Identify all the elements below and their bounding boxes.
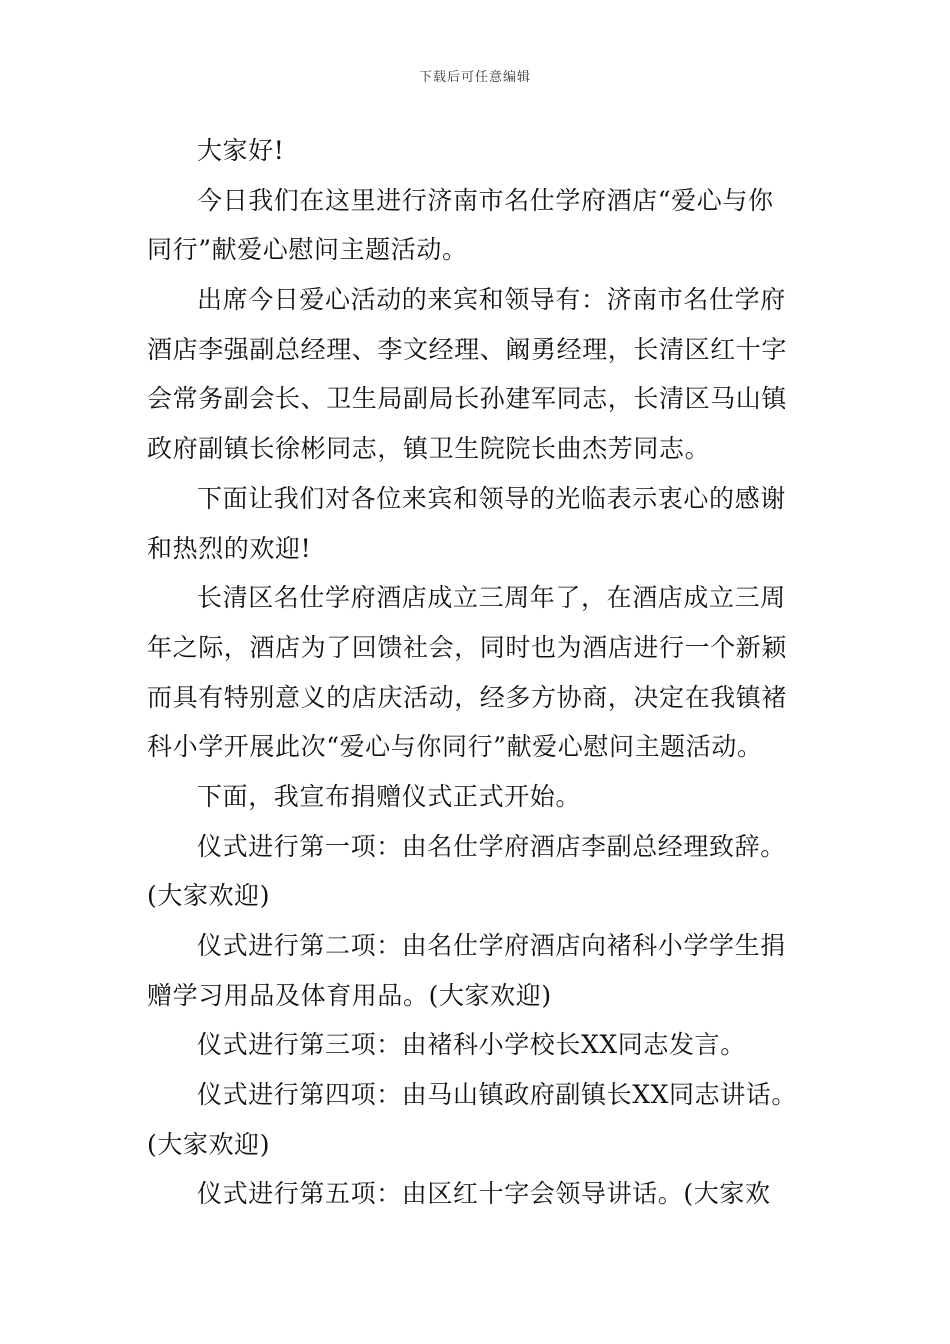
text-line: 政府副镇长徐彬同志，镇卫生院院长曲杰芳同志。 <box>147 434 711 464</box>
text-line: (大家欢迎) <box>147 881 271 911</box>
text-line: 长清区名仕学府酒店成立三周年了，在酒店成立三周 <box>197 583 786 613</box>
text-line: 今日我们在这里进行济南市名仕学府酒店“爱心与你 <box>197 185 774 215</box>
text-line: 大家好! <box>197 136 285 165</box>
text-line: 同行”献爱心慰问主题活动。 <box>147 235 468 265</box>
text-line: 科小学开展此次“爱心与你同行”献爱心慰问主题活动。 <box>147 732 763 762</box>
text-line: 会常务副会长、卫生局副局长孙建军同志，长清区马山镇 <box>147 384 788 414</box>
text-line: 仪式进行第五项：由区红十字会领导讲话。(大家欢 <box>197 1179 771 1209</box>
text-line: 酒店李强副总经理、李文经理、阚勇经理，长清区红十字 <box>147 334 788 364</box>
text-line: 仪式进行第一项：由名仕学府酒店李副总经理致辞。 <box>197 831 786 861</box>
document-body <box>147 126 807 1219</box>
text-line: (大家欢迎) <box>147 1129 271 1159</box>
text-line: 赠学习用品及体育用品。(大家欢迎) <box>147 980 552 1010</box>
text-line: 仪式进行第二项：由名仕学府酒店向褚科小学学生捐 <box>197 931 786 960</box>
text-line: 仪式进行第四项：由马山镇政府副镇长XX同志讲话。 <box>197 1080 797 1110</box>
text-line: 和热烈的欢迎! <box>147 533 312 563</box>
text-line: 而具有特别意义的店庆活动，经多方协商，决定在我镇褚 <box>147 682 788 712</box>
text-line: 下面，我宣布捐赠仪式正式开始。 <box>197 781 582 811</box>
text-line: 年之际，酒店为了回馈社会，同时也为酒店进行一个新颖 <box>147 632 788 662</box>
text-line: 出席今日爱心活动的来宾和领导有：济南市名仕学府 <box>197 285 786 315</box>
page-header: 下载后可任意编辑 <box>418 70 531 85</box>
text-line: 下面让我们对各位来宾和领导的光临表示衷心的感谢 <box>197 483 786 513</box>
text-line: 仪式进行第三项：由褚科小学校长XX同志发言。 <box>197 1030 746 1060</box>
